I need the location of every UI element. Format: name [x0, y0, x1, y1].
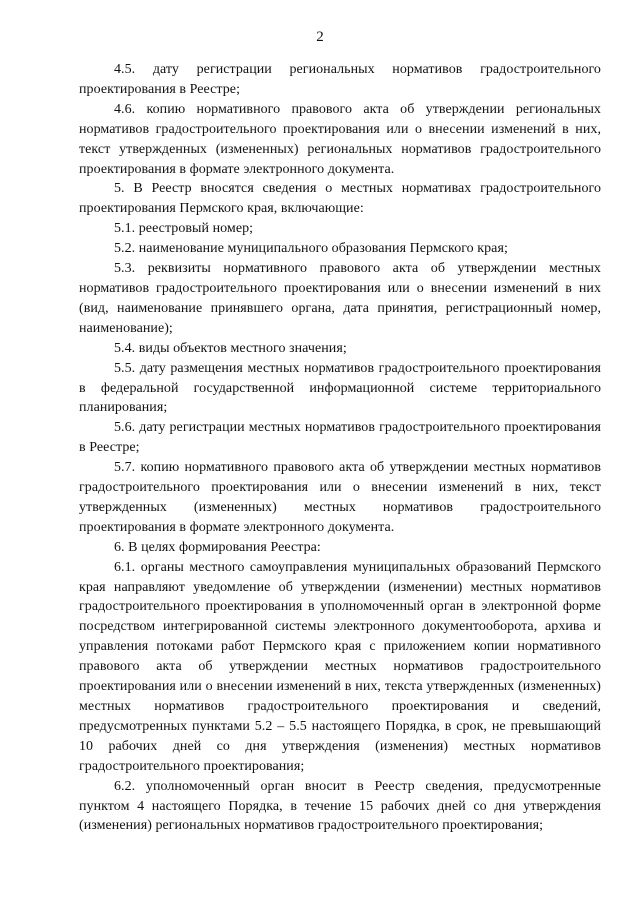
paragraph-6-2: 6.2. уполномоченный орган вносит в Реестр сведения, предусмотренные пунктом 4 настоящего Порядка, в течение 15 рабочих дней со дня утверждения (изменения) региональных нормативов градостроительного проектирования;	[79, 778, 601, 834]
paragraph-5-4: 5.4. виды объектов местного значения;	[114, 340, 347, 356]
paragraph-5-5: 5.5. дату размещения местных нормативов градостроительного проектирования в федеральной государственной информационной системе территориального планирования;	[79, 360, 601, 416]
paragraph-5-6: 5.6. дату регистрации местных нормативов градостроительного проектирования в Реестре;	[79, 420, 601, 456]
paragraph-5-2: 5.2. наименование муниципального образования Пермского края;	[114, 241, 508, 257]
paragraph-5-3: 5.3. реквизиты нормативного правового акта об утверждении местных нормативов градостроительного проектирования или о внесении изменений в них (вид, наименование принявшего органа, дата принятия, регистрационный номер, наименование);	[79, 261, 601, 336]
document-body	[79, 60, 601, 836]
paragraph-4-5: 4.5. дату регистрации региональных нормативов градостроительного проектирования в Реестре;	[79, 62, 601, 97]
paragraph-4-6: 4.6. копию нормативного правового акта об утверждении региональных нормативов градостроительного проектирования или о внесении изменений в них, текст утвержденных (измененных) региональных нормативов градостроительного проектирования в формате электронного документа.	[79, 101, 601, 177]
page-number: 2	[316, 29, 324, 45]
paragraph-6: 6. В целях формирования Реестра:	[114, 539, 321, 555]
paragraph-5-1: 5.1. реестровый номер;	[114, 221, 254, 237]
paragraph-6-1: 6.1. органы местного самоуправления муниципальных образований Пермского края направляют уведомление об утверждении (изменении) местных нормативов градостроительного проектирования в уполномоченный орган в электронной форме посредством интегрированной системы электронного документооборота, архива и управления потоками работ Пермского края с приложением копии нормативного правового акта об утверждении местных нормативов градостроительного проектирования или о внесении изменений в них, текста утвержденных (измененных) местных нормативов градостроительного проектирования и сведений, предусмотренных пунктами 5.2 – 5.5 настоящего Порядка, в срок, не превышающий 10 рабочих дней со дня утверждения (изменения) местных нормативов градостроительного проектирования;	[79, 559, 601, 774]
paragraph-5-7: 5.7. копию нормативного правового акта об утверждении местных нормативов градостроительного проектирования или о внесении изменений в них, текст утвержденных (измененных) местных нормативов градостроительного проектирования в формате электронного документа.	[79, 460, 601, 535]
paragraph-5: 5. В Реестр вносятся сведения о местных нормативах градостроительного проектирования Пермского края, включающие:	[79, 181, 601, 217]
